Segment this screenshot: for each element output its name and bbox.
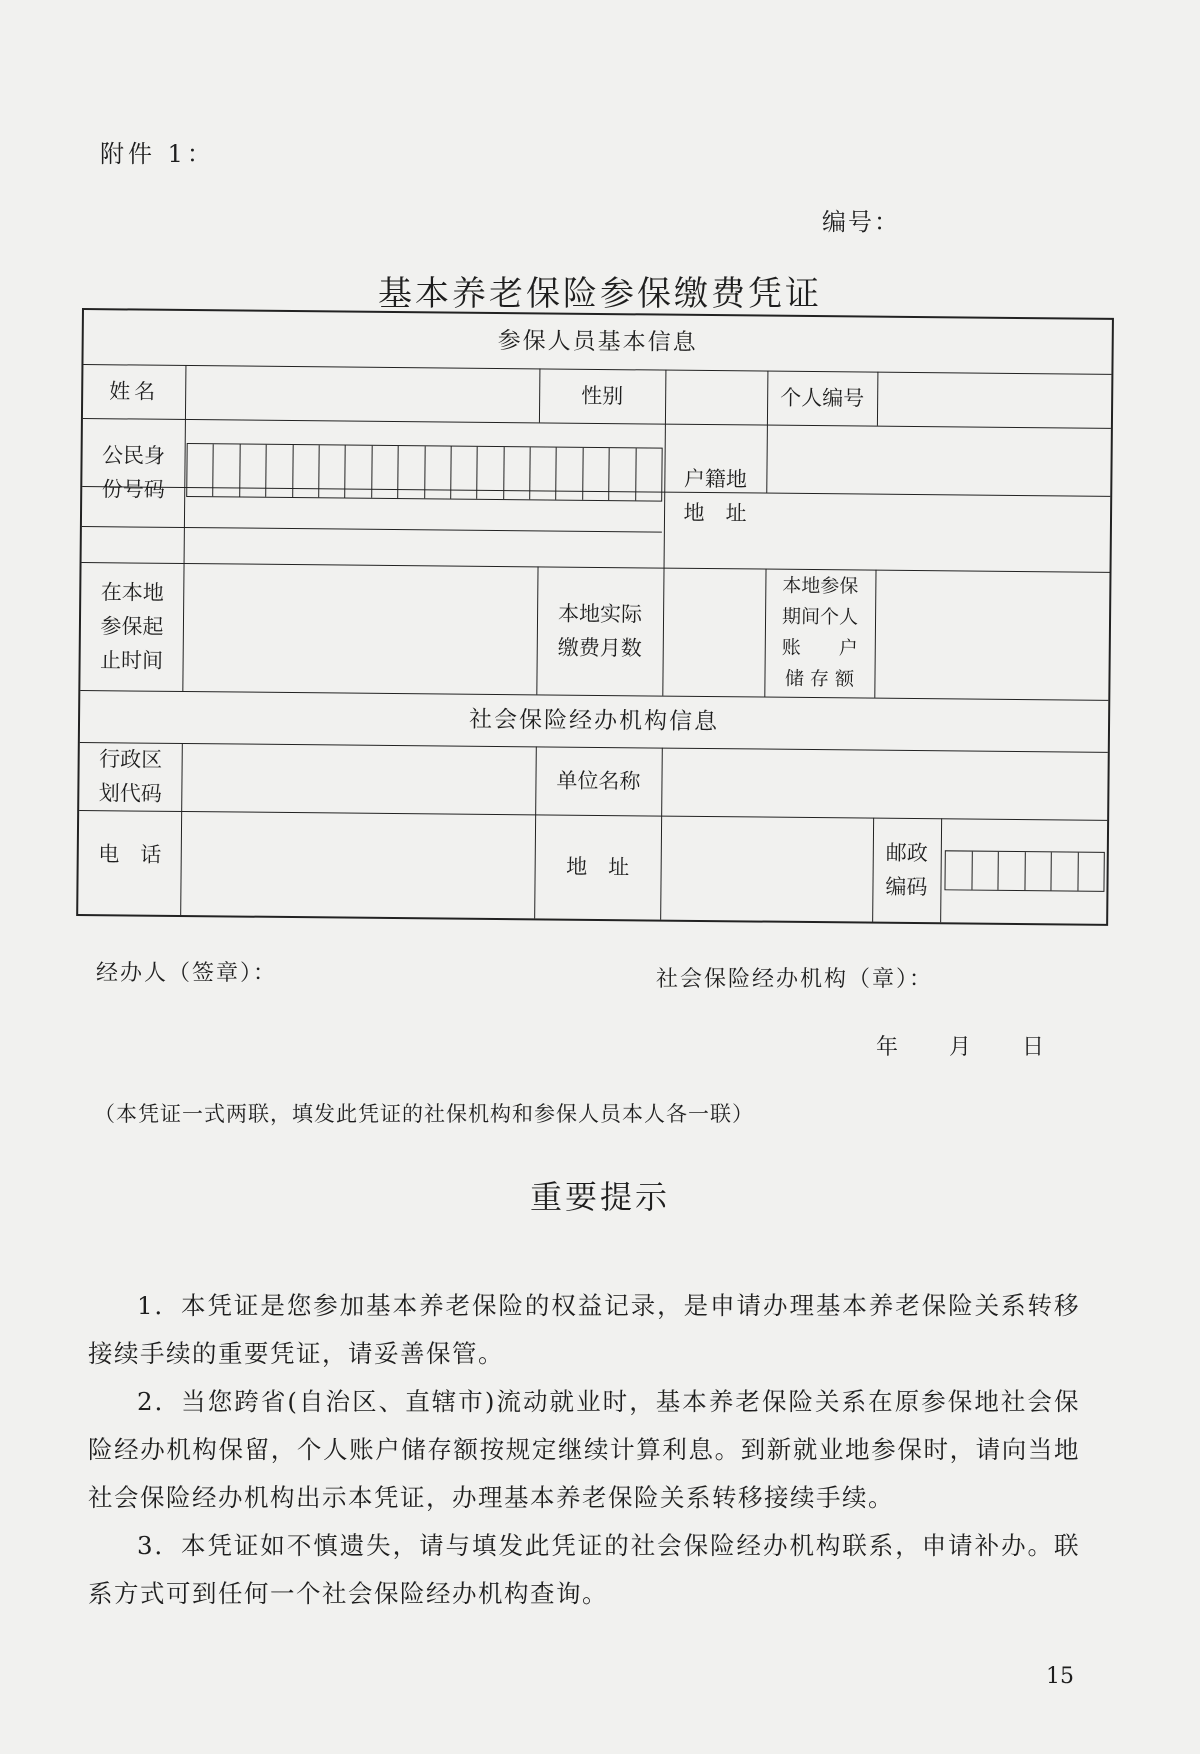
notice-list (88, 1282, 1080, 1618)
agency-seal-label: 社会保险经办机构（章）： (656, 967, 934, 992)
digit-box[interactable] (1051, 852, 1078, 890)
digit-box[interactable] (583, 448, 610, 500)
date-line: 年 月 日 (876, 1035, 1046, 1060)
digit-box[interactable] (504, 447, 531, 499)
digit-box[interactable] (945, 851, 972, 889)
id-number-label: 公民身 份号码 (101, 443, 166, 502)
postal-code-label: 邮政 编码 (885, 840, 928, 900)
account-balance-label: 本地参保 期间个人 账 户 储 存 额 (781, 574, 859, 691)
digit-box[interactable] (998, 852, 1025, 890)
phone-label: 电 话 (98, 842, 162, 867)
agency-address-field[interactable] (660, 816, 873, 922)
digit-box[interactable] (425, 446, 452, 498)
unit-name-field[interactable] (661, 748, 1108, 820)
section-personal-info-title: 参保人员基本信息 (497, 327, 698, 356)
digit-box[interactable] (214, 444, 241, 496)
digit-box[interactable] (636, 448, 662, 500)
section-agency-info-title: 社会保险经办机构信息 (468, 706, 720, 736)
notice-title: 重要提示 (529, 1178, 670, 1216)
gender-label: 性别 (581, 383, 624, 409)
digit-box[interactable] (972, 852, 999, 890)
insured-period-field[interactable] (182, 563, 537, 694)
notice-item: 2．当您跨省(自治区、直辖市)流动就业时，基本养老保险关系在原参保地社会保险经办机构保留，个人账户储存额按规定继续计算利息。到新就业地参保时，请向当地社会保险经办机构出示本凭证，办理基本养老保险关系转移接续手续。 (88, 1387, 1080, 1512)
personal-number-label: 个人编号 (780, 385, 865, 411)
name-label: 姓名 (109, 379, 160, 404)
notice-item: 1．本凭证是您参加基本养老保险的权益记录，是申请办理基本养老保险关系转移接续手续的重要凭证，请妥善保管。 (88, 1291, 1080, 1368)
postal-code-digit-boxes[interactable] (944, 850, 1104, 892)
handler-signature-label: 经办人（签章）： (96, 961, 278, 986)
paid-months-label: 本地实际 缴费月数 (557, 601, 643, 661)
digit-box[interactable] (266, 445, 293, 497)
notice-item: 3．本凭证如不慎遗失，请与填发此凭证的社会保险经办机构联系，申请补办。联系方式可到任何一个社会保险经办机构查询。 (88, 1531, 1080, 1608)
page-number: 15 (1046, 1664, 1074, 1689)
page-title: 基本养老保险参保缴费凭证 (378, 274, 822, 314)
region-code-label: 行政区 划代码 (98, 747, 163, 806)
digit-box[interactable] (372, 446, 399, 498)
serial-number-label: 编号： (822, 208, 900, 236)
agency-address-label: 地 址 (566, 854, 630, 880)
digit-box[interactable] (557, 448, 584, 500)
unit-name-label: 单位名称 (556, 768, 641, 794)
digit-box[interactable] (477, 447, 504, 499)
digit-box[interactable] (451, 447, 478, 499)
id-number-digit-boxes[interactable] (186, 443, 662, 502)
digit-box[interactable] (293, 445, 320, 497)
region-code-field[interactable] (181, 743, 536, 814)
digit-box[interactable] (530, 447, 557, 499)
digit-box[interactable] (398, 446, 425, 498)
contribution-form (76, 308, 1114, 926)
digit-box[interactable] (1025, 852, 1052, 890)
digit-box[interactable] (187, 444, 214, 496)
digit-box[interactable] (240, 445, 267, 497)
phone-field[interactable] (180, 811, 535, 918)
copies-note: （本凭证一式两联，填发此凭证的社保机构和参保人员本人各一联） (94, 1102, 754, 1126)
digit-box[interactable] (1078, 853, 1104, 891)
household-address-label: 户籍地 地 址 (683, 466, 748, 526)
digit-box[interactable] (319, 445, 346, 497)
name-field[interactable] (185, 365, 540, 422)
paid-months-field[interactable] (662, 568, 765, 697)
digit-box[interactable] (609, 448, 636, 500)
insured-period-label: 在本地 参保起 止时间 (100, 580, 164, 673)
digit-box[interactable] (346, 446, 373, 498)
gender-field[interactable] (665, 370, 768, 425)
attachment-label: 附件 1： (100, 140, 215, 168)
household-address-field[interactable] (766, 425, 1111, 572)
account-balance-field[interactable] (874, 570, 1109, 700)
personal-number-field[interactable] (877, 372, 1112, 428)
